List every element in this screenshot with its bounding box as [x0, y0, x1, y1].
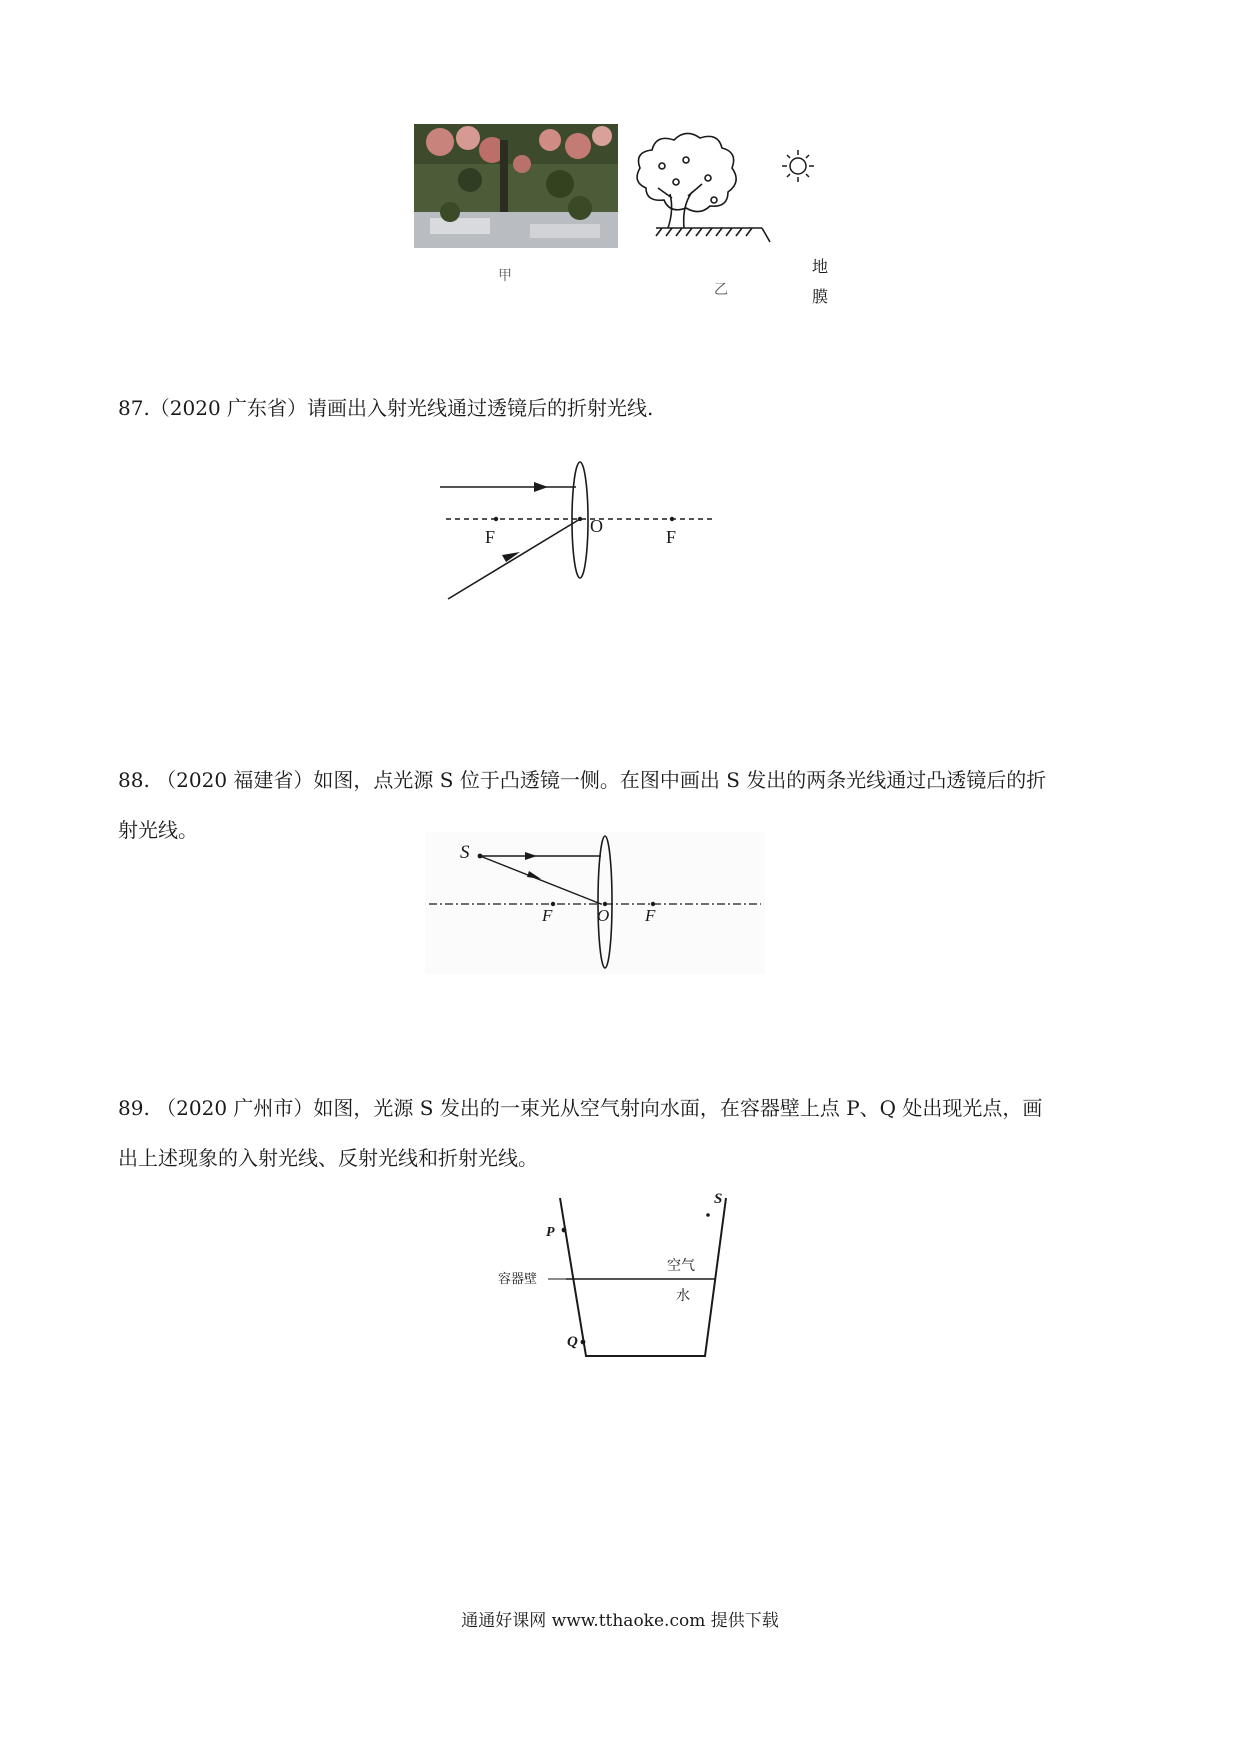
- label-f-left: F: [485, 527, 496, 547]
- label-o: O: [590, 516, 603, 536]
- question-89-text-line2: 出上述现象的入射光线、反射光线和折射光线。: [118, 1146, 538, 1170]
- figure-87: [440, 455, 720, 605]
- point-source-s: [478, 854, 483, 859]
- point-p: [562, 1228, 567, 1233]
- label-container-wall: 容器壁: [498, 1272, 538, 1287]
- label-f-right: F: [645, 906, 656, 925]
- label-q: Q: [567, 1334, 578, 1350]
- optical-center: [578, 517, 582, 521]
- figure-88-drawing: [425, 832, 765, 974]
- sun-icon: [782, 150, 814, 182]
- tree-sketch: [637, 133, 770, 242]
- figure-label-dimo-2: 膜: [812, 287, 829, 306]
- container-wall: [560, 1198, 726, 1356]
- label-air: 空气: [667, 1258, 695, 1274]
- figure-88: [425, 832, 765, 974]
- question-89-text-line1: 89. （2020 广州市）如图，光源 S 发出的一束光从空气射向水面，在容器壁上点 P、Q 处出现光点，画: [118, 1096, 1043, 1120]
- point-q: [581, 1340, 586, 1345]
- label-p: P: [546, 1225, 555, 1240]
- label-s: S: [460, 842, 470, 863]
- figure-label-yi: 乙: [714, 282, 728, 298]
- figure-86-drawing: [410, 120, 860, 310]
- question-88-text-line1: 88. （2020 福建省）如图，点光源 S 位于凸透镜一侧。在图中画出 S 发出的两条光线通过凸透镜后的折: [118, 768, 1047, 792]
- label-o: O: [597, 906, 610, 925]
- figure-87-drawing: [440, 455, 720, 605]
- arrow-icon: [534, 482, 548, 492]
- focus-point-left: [494, 517, 498, 521]
- label-f-right: F: [666, 527, 677, 547]
- question-87-text: 87.（2020 广东省）请画出入射光线通过透镜后的折射光线.: [118, 396, 654, 420]
- orchard-photo: [414, 124, 618, 248]
- figure-label-jia: 甲: [498, 268, 512, 284]
- point-source-s: [706, 1213, 710, 1217]
- figure-label-dimo-1: 地: [812, 257, 829, 276]
- question-88-text-line2: 射光线。: [118, 818, 198, 842]
- label-f-left: F: [542, 906, 553, 925]
- oblique-ray: [448, 519, 580, 599]
- focus-point-right: [670, 517, 674, 521]
- page-footer: 通通好课网 www.tthaoke.com 提供下载: [461, 1611, 779, 1631]
- label-s: S: [714, 1191, 723, 1207]
- figure-86: [410, 120, 860, 310]
- label-water: 水: [676, 1288, 690, 1304]
